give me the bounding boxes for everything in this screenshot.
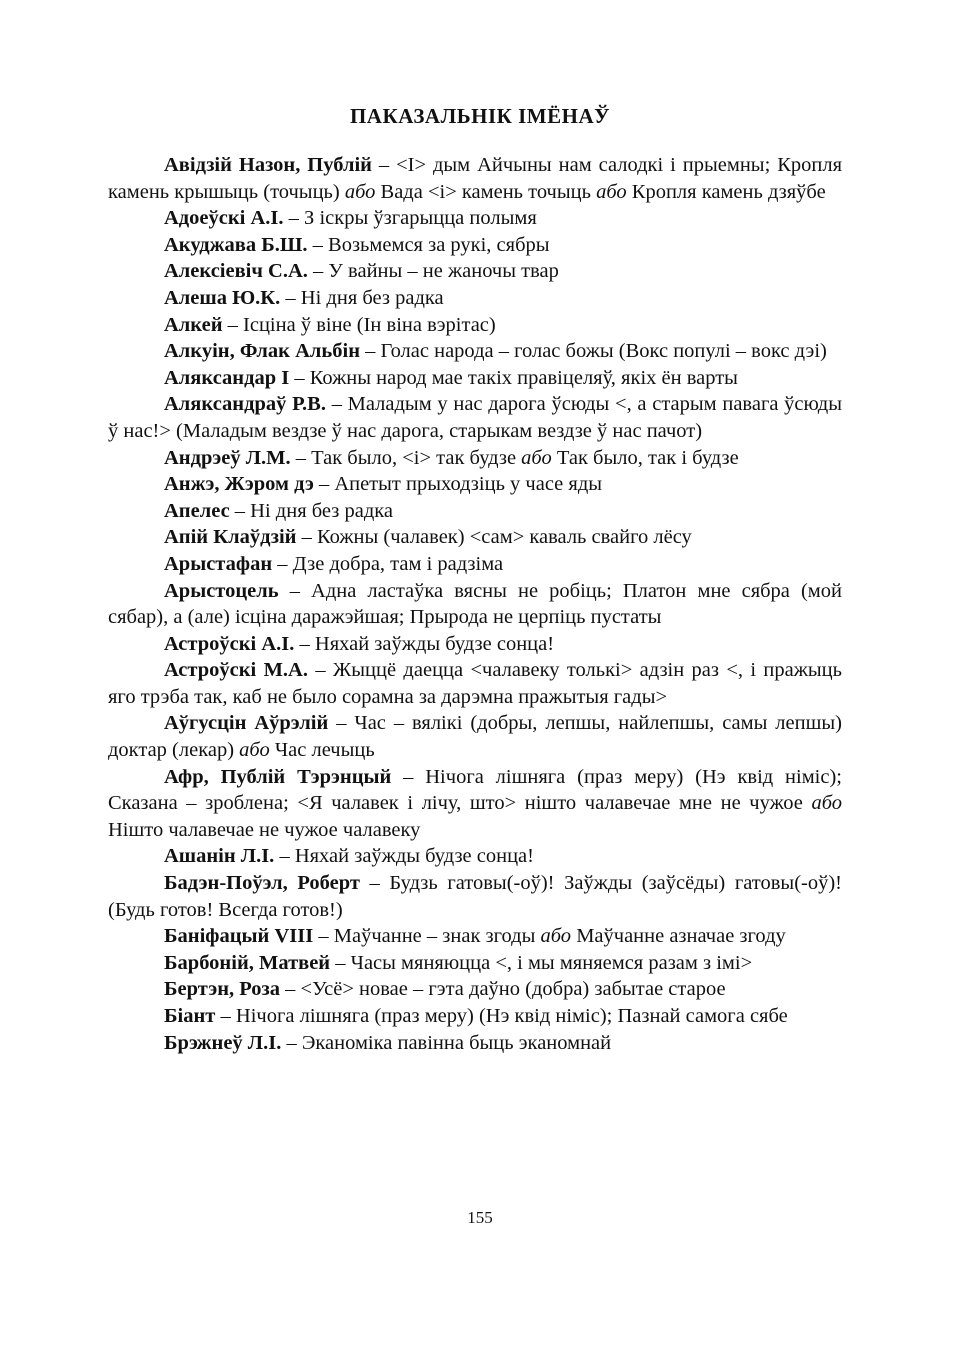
entry-text: – Ні дня без радка (229, 499, 394, 522)
entry-name: Алкуін, Флак Альбін (164, 340, 361, 363)
entry-text: – Апетыт прыходзіць у часе яды (313, 473, 603, 496)
index-entry (108, 338, 842, 365)
entry-name: Арыстафан (164, 552, 273, 575)
entry-conjunction: або (344, 180, 376, 203)
entry-name: Апій Клаўдзій (164, 526, 297, 549)
entry-conjunction: або (239, 739, 270, 762)
entry-conjunction: або (540, 925, 572, 948)
entry-conjunction: або (811, 792, 842, 815)
entry-text: – <Усё> новае – гэта даўно (добра) забытае старое (280, 978, 726, 1001)
index-entry (108, 976, 842, 1003)
index-entry (108, 391, 842, 444)
entry-text: – Няхай заўжды будзе сонца! (274, 845, 534, 868)
entry-name: Ашанін Л.І. (164, 845, 275, 868)
entry-conjunction: або (596, 180, 627, 203)
entry-text: – Голас народа – голас божы (Вокс популі – вокс дэі) (360, 340, 827, 363)
entry-text: – Дзе добра, там і радзіма (272, 552, 504, 575)
entry-text: – Кожны народ мае такіх правіцеляў, якіх ён варты (289, 366, 738, 389)
index-entry (108, 258, 842, 285)
entry-text: – <І> дым Айчыны нам салодкі і прыемны; Кропля камень крышыць (точыць) (108, 154, 842, 203)
entry-text: – Ісціна ў віне (Ін віна вэрітас) (222, 313, 496, 336)
index-entry (108, 445, 842, 472)
entry-text: – Так было, <і> так будзе (290, 446, 522, 469)
index-entry (108, 152, 842, 205)
index-entry (108, 710, 842, 763)
entry-text: – Эканоміка павінна быць эканомнай (281, 1031, 612, 1054)
entry-name: Аляксандар І (164, 366, 290, 389)
index-entry (108, 285, 842, 312)
index-entries (108, 152, 842, 1056)
entry-name: Арыстоцель (164, 579, 279, 602)
entry-name: Астроўскі М.А. (164, 659, 308, 682)
index-entry (108, 471, 842, 498)
index-entry (108, 232, 842, 259)
entry-text: – Будзь гатовы(-оў)! Заўжды (заўсёды) гатовы(-оў)! (Будь готов! Всегда готов!) (108, 872, 842, 921)
entry-conjunction: або (521, 446, 552, 469)
entry-text: Час лечыць (269, 739, 375, 762)
index-entry (108, 764, 842, 844)
index-entry (108, 551, 842, 578)
entry-name: Баніфацый VIII (164, 925, 314, 948)
entry-text: – Няхай заўжды будзе сонца! (294, 632, 555, 655)
entry-name: Бадэн-Поўэл, Роберт (164, 872, 360, 895)
entry-name: Біант (164, 1005, 216, 1027)
index-entry (108, 578, 842, 631)
entry-text: – Нічога лішняга (праз меру) (Нэ квід німіс); Пазнай самога сябе (215, 1005, 788, 1027)
entry-name: Аўгусцін Аўрэлій (164, 712, 329, 735)
entry-name: Алеша Ю.К. (164, 286, 281, 309)
entry-text: – Маладым у нас дарога ўсюды <, а старым павага ўсюды ў нас!> (Маладым вездзе ў нас дарога, старыкам вездзе ў нас пачот) (108, 393, 842, 442)
index-entry (108, 365, 842, 392)
entry-text: – Возьмемся за рукі, сябры (307, 233, 550, 256)
index-entry (108, 843, 842, 870)
index-entry (108, 870, 842, 923)
entry-text: – Адна ластаўка вясны не робіць; Платон мне сябра (мой сябар), а (але) ісціна даражэйшая; Прырода не церпіць пустаты (108, 579, 842, 629)
entry-text: – Нічога лішняга (праз меру) (Нэ квід німіс); Сказана – зроблена; <Я чалавек і лічу, што> нішто чалавечае мне не чужое (108, 765, 842, 815)
entry-text: Вада <і> камень точыць (375, 180, 597, 203)
entry-text: Нішто чалавечае не чужое чалавеку (108, 818, 421, 841)
entry-name: Афр, Публій Тэрэнцый (164, 765, 392, 788)
entry-name: Апелес (164, 499, 230, 522)
entry-name: Анжэ, Жэром дэ (164, 473, 314, 496)
entry-text: – Жыццё даецца <чалавеку толькі> адзін раз <, і пражыць яго трэба так, каб не было сорамна за дарэмна пражытыя гады> (108, 659, 842, 708)
index-entry (108, 631, 842, 658)
entry-name: Барбоній, Матвей (164, 951, 331, 974)
entry-name: Адоеўскі А.І. (164, 207, 284, 230)
entry-name: Алкей (164, 313, 223, 336)
index-entry (108, 205, 842, 232)
entry-text: – З іскры ўзгарыцца полымя (283, 207, 537, 230)
index-entry (108, 1003, 842, 1030)
entry-text: Маўчанне азначае згоду (571, 925, 786, 948)
entry-text: – Маўчанне – знак згоды (313, 925, 541, 948)
index-entry (108, 657, 842, 710)
entry-text: – Ні дня без радка (280, 286, 444, 309)
index-entry (108, 1030, 842, 1057)
page-title: ПАКАЗАЛЬНІК ІМЁНАЎ (349, 104, 611, 128)
entry-text: – Час – вялікі (добры, лепшы, найлепшы, самы лепшы) доктар (лекар) (108, 712, 842, 762)
entry-name: Андрэеў Л.М. (164, 446, 291, 469)
index-entry (108, 923, 842, 950)
entry-text: – У вайны – не жаночы твар (307, 260, 559, 283)
entry-name: Бертэн, Роза (164, 978, 281, 1001)
index-entry (108, 498, 842, 525)
entry-name: Авідзій Назон, Публій (164, 154, 372, 176)
entry-text: – Часы мяняюцца <, і мы мяняемся разам з імі> (330, 951, 753, 974)
entry-text: – Кожны (чалавек) <сам> каваль свайго лёсу (296, 526, 692, 549)
index-entry (108, 950, 842, 977)
entry-name: Астроўскі А.І. (164, 632, 295, 655)
entry-name: Брэжнеў Л.І. (164, 1031, 282, 1054)
entry-text: Так было, так і будзе (551, 446, 739, 469)
entry-name: Акуджава Б.Ш. (164, 233, 308, 256)
entry-name: Аляксандраў Р.В. (164, 393, 326, 416)
page-number: 155 (467, 1208, 493, 1227)
entry-text: Кропля камень дзяўбе (626, 180, 826, 203)
index-entry (108, 312, 842, 339)
entry-name: Алексіевіч С.А. (164, 260, 308, 283)
index-entry (108, 524, 842, 551)
